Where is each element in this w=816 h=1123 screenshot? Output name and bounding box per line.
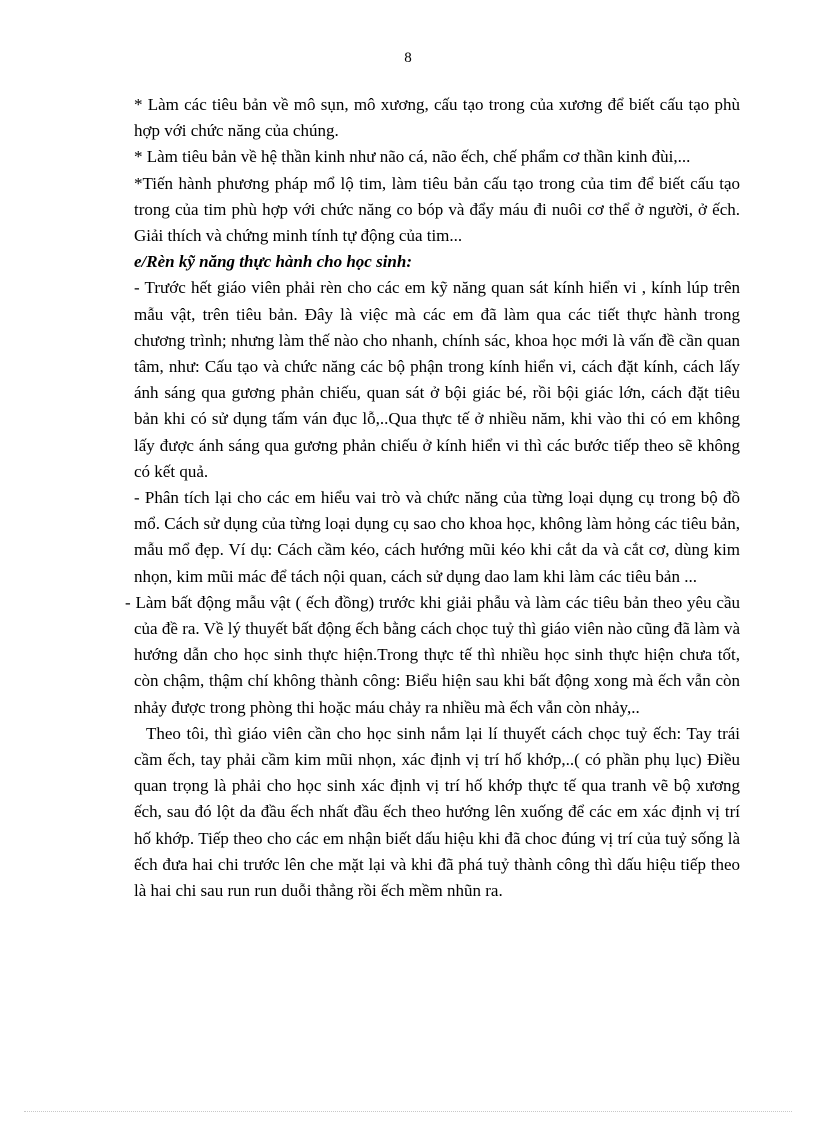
paragraph-microscope-skills: - Trước hết giáo viên phải rèn cho các em kỹ năng quan sát kính hiển vi , kính lúp trên mẫu vật, trên tiêu bản. Đây là việc mà các em đã làm qua các tiết thực hành trong chương trình; nhưng làm thế nào cho nhanh, chính sác, khoa học mới là vấn đề cần quan tâm, như: Cấu tạo và chức năng các bộ phận trong kính hiển vi, cách đặt kính, cách lấy ánh sáng qua gương phản chiếu, quan sát ở bội giác bé, rồi bội giác lớn, cách đặt tiêu bản khi có sử dụng tấm ván đục lỗ,..Qua thực tế ở nhiều năm, khi vào thi có em không lấy được ánh sáng qua gương phản chiếu ở kính hiển vi thì các bước tiếp theo sẽ không có kết quả. xyxy=(134,278,740,481)
page-number: 8 xyxy=(404,50,412,66)
paragraph-pithing-method: Theo tôi, thì giáo viên cần cho học sinh nắm lại lí thuyết cách chọc tuỷ ếch: Tay trái cầm ếch, tay phải cầm kim mũi nhọn, xác định vị trí hố khớp,..( có phần phụ lục) Điều quan trọng là phải cho học sinh xác định vị trí hố khớp thực tế qua tranh vẽ bộ xương ếch, sau đó lột da đầu ếch nhất đầu ếch theo hướng lên xuống để các em xác định vị trí hố khớp. Tiếp theo cho các em nhận biết dấu hiệu khi đã choc đúng vị trí của tuỷ sống là ếch đưa hai chi trước lên che mặt lại và khi đã phá tuỷ thành công thì dấu hiệu tiếp theo là hai chi sau run run duỗi thẳng rồi ếch mềm nhũn ra. xyxy=(134,723,740,901)
paragraph-immobilize-specimen: - Làm bất động mẫu vật ( ếch đồng) trước khi giải phẫu và làm các tiêu bản theo yêu cầu của đề ra. Về lý thuyết bất động ếch bằng cách chọc tuỷ thì giáo viên nào cũng đã làm và hướng dẫn cho học sinh thực hiện.Trong thực tế thì nhiều học sinh thực hiện chưa tốt, còn chậm, thậm chí không thành công: Biểu hiện sau khi bất động xong mà ếch vẫn còn nhảy được trong phòng thi hoặc máu chảy ra nhiều mà ếch vẫn còn nhảy,.. xyxy=(125,592,740,717)
paragraph-heart-dissection: *Tiến hành phương pháp mổ lộ tim, làm tiêu bản cấu tạo trong của tim để biết cấu tạo trong của tim phù hợp với chức năng co bóp và đẩy máu đi nuôi cơ thể ở người, ở ếch. Giải thích và chứng minh tính tự động của tim... xyxy=(134,173,740,246)
paragraph-cartilage-bone-specimens: * Làm các tiêu bản về mô sụn, mô xương, cấu tạo trong của xương để biết cấu tạo phù hợp với chức năng của chúng. xyxy=(134,95,740,141)
section-heading-practical-skills: e/Rèn kỹ năng thực hành cho học sinh: xyxy=(134,252,412,272)
document-body xyxy=(125,92,740,904)
paragraph-nervous-system-specimens: * Làm tiêu bản về hệ thần kinh như não cá, não ếch, chế phẩm cơ thần kinh đùi,... xyxy=(134,147,691,167)
paragraph-dissection-tools: - Phân tích lại cho các em hiểu vai trò và chức năng của từng loại dụng cụ trong bộ đồ mổ. Cách sử dụng của từng loại dụng cụ sao cho khoa học, không làm hỏng các tiêu bản, mẫu mổ đẹp. Ví dụ: Cách cầm kéo, cách hướng mũi kéo khi cắt da và cắt cơ, dùng kim nhọn, kim mũi mác để tách nội quan, cách sử dụng dao lam khi làm các tiêu bản ... xyxy=(134,488,740,586)
footer-divider xyxy=(24,1111,792,1112)
